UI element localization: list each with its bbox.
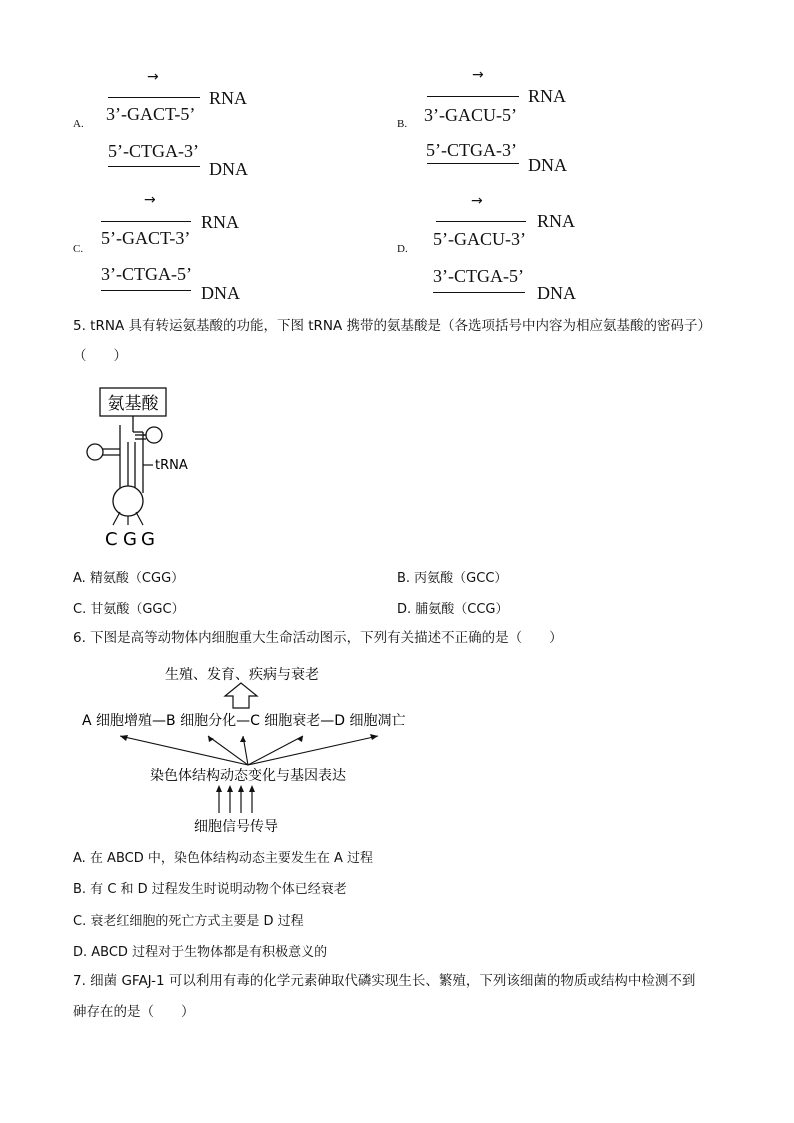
q5-stem-line2: （ ） xyxy=(73,348,127,364)
dna-label: DNA xyxy=(209,159,248,179)
option-letter: D. xyxy=(397,243,408,255)
rna-sequence: 5’-GACU-3’ xyxy=(433,229,526,249)
direction-arrow-icon: → xyxy=(144,192,156,208)
rna-label: RNA xyxy=(537,211,576,231)
q7-stem-line1: 7. 细菌 GFAJ-1 可以利用有毒的化学元素砷取代磷实现生长、繁殖，下列该细菌的物质或结构中检测不到 xyxy=(73,973,696,989)
q5-option-c[interactable]: C. 甘氨酸（GGC） xyxy=(73,602,185,617)
rna-strand-line xyxy=(436,221,526,222)
rna-strand-line xyxy=(101,221,191,222)
hollow-up-arrow-icon xyxy=(225,683,257,708)
direction-arrow-icon: → xyxy=(147,69,159,85)
dna-label: DNA xyxy=(528,155,567,175)
dna-label: DNA xyxy=(201,283,240,303)
q6-option-b[interactable]: B. 有 C 和 D 过程发生时说明动物个体已经衰老 xyxy=(73,882,347,897)
direction-arrow-icon: → xyxy=(471,193,483,209)
anticodon-base-1: C xyxy=(105,529,118,550)
option-letter: C. xyxy=(73,243,84,255)
rna-strand-line xyxy=(108,97,200,98)
top-label: 生殖、发育、疾病与衰老 xyxy=(165,667,319,683)
rna-label: RNA xyxy=(201,212,240,232)
dna-sequence: 3’-CTGA-5’ xyxy=(433,266,524,286)
q5-stem-line1: 5. tRNA 具有转运氨基酸的功能，下图 tRNA 携带的氨基酸是（各选项括号中内容为相应氨基酸的密码子） xyxy=(73,318,712,334)
rna-strand-line xyxy=(427,96,519,97)
dna-strand-line xyxy=(433,292,525,293)
direction-arrow-icon: → xyxy=(472,67,484,83)
cell-activity-diagram xyxy=(78,658,428,838)
q5-option-b[interactable]: B. 丙氨酸（GCC） xyxy=(397,571,508,586)
option-letter: B. xyxy=(397,118,408,130)
q7-stem-line2: 砷存在的是（ ） xyxy=(73,1004,195,1020)
rna-sequence: 5’-GACT-3’ xyxy=(101,228,191,248)
dna-strand-line xyxy=(108,166,200,167)
left-loop xyxy=(87,444,103,460)
amino-acid-label: 氨基酸 xyxy=(107,394,159,414)
dna-strand-line xyxy=(101,290,191,291)
dna-sequence: 3’-CTGA-5’ xyxy=(101,264,192,284)
dna-sequence: 5’-CTGA-3’ xyxy=(108,141,199,161)
signal-label: 细胞信号传导 xyxy=(194,819,278,835)
rna-sequence: 3’-GACU-5’ xyxy=(424,105,517,125)
rna-sequence: 3’-GACT-5’ xyxy=(106,104,196,124)
option-letter: A. xyxy=(73,118,84,130)
dna-strand-line xyxy=(427,163,519,164)
trna-label: tRNA xyxy=(155,458,188,473)
rna-label: RNA xyxy=(528,86,567,106)
chromatin-label: 染色体结构动态变化与基因表达 xyxy=(150,768,346,784)
dna-label: DNA xyxy=(537,283,576,303)
q6-option-a[interactable]: A. 在 ABCD 中，染色体结构动态主要发生在 A 过程 xyxy=(73,851,374,866)
trna-diagram xyxy=(80,385,220,550)
anticodon-loop xyxy=(113,486,143,516)
dna-sequence: 5’-CTGA-3’ xyxy=(426,140,517,160)
processes-label: A 细胞增殖—B 细胞分化—C 细胞衰老—D 细胞凋亡 xyxy=(82,713,406,729)
q6-option-c[interactable]: C. 衰老红细胞的死亡方式主要是 D 过程 xyxy=(73,914,304,929)
q5-option-a[interactable]: A. 精氨酸（CGG） xyxy=(73,571,185,586)
rna-label: RNA xyxy=(209,88,248,108)
right-loop xyxy=(146,427,162,443)
q5-option-d[interactable]: D. 脯氨酸（CCG） xyxy=(397,602,509,617)
q6-stem: 6. 下图是高等动物体内细胞重大生命活动图示，下列有关描述不正确的是（ ） xyxy=(73,630,563,646)
q6-option-d[interactable]: D. ABCD 过程对于生物体都是有积极意义的 xyxy=(73,945,328,960)
anticodon-base-3: G xyxy=(141,529,155,550)
anticodon-base-2: G xyxy=(123,529,137,550)
